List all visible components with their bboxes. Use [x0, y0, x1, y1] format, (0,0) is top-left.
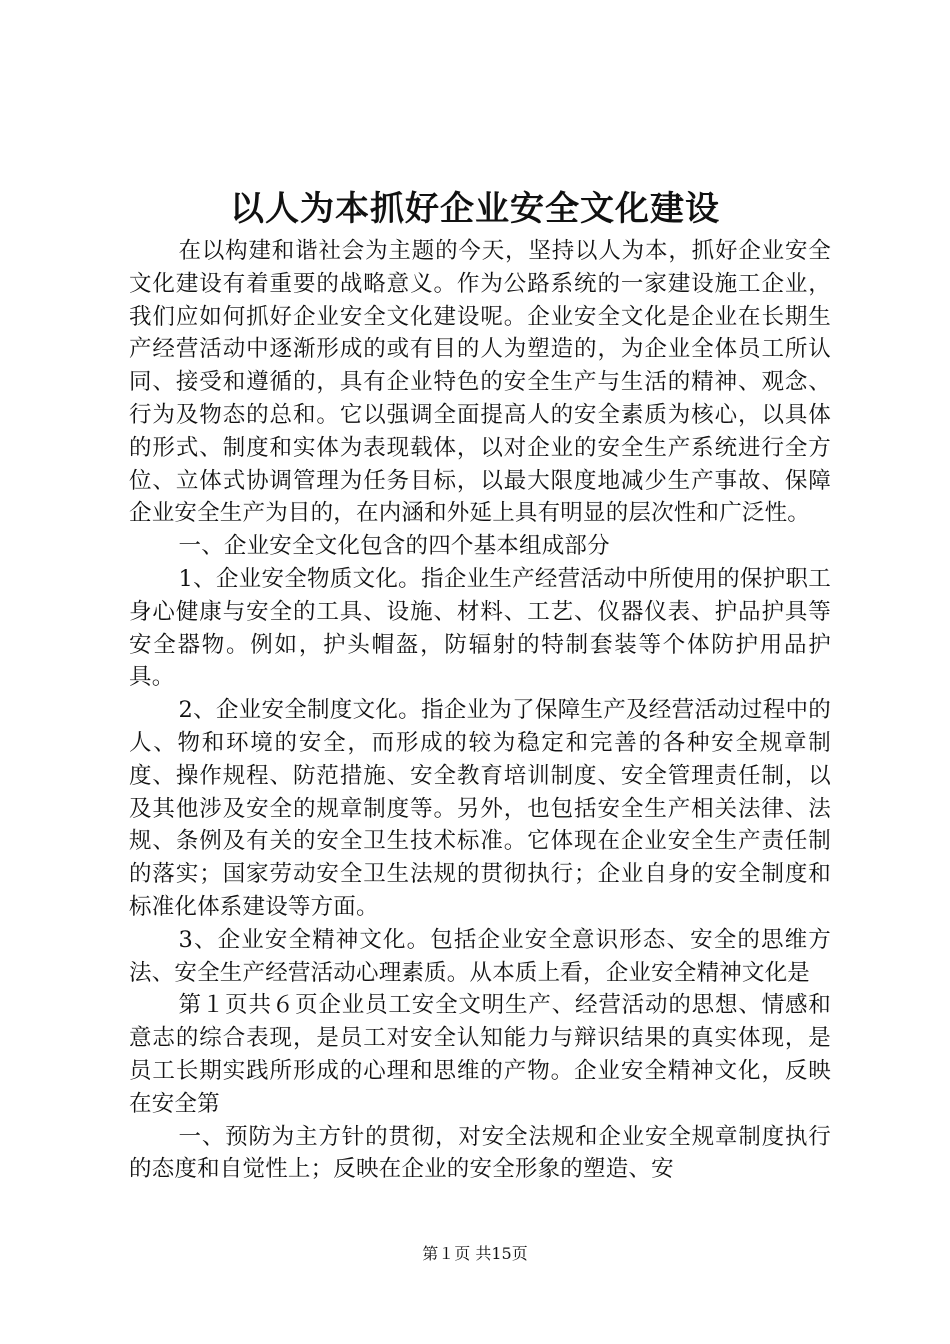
paragraph-system-culture: 2、企业安全制度文化。指企业为了保障生产及经营活动过程中的人、物和环境的安全，而形成的较为稳定和完善的各种安全规章制度、操作规程、防范措施、安全教育培训制度、安全管理责任制，以及其他涉及安全的规章制度等。另外，也包括安全生产相关法律、法规、条例及有关的安全卫生技术标准。它体现在企业安全生产责任制的落实；国家劳动安全卫生法规的贯彻执行；企业自身的安全制度和标准化体系建设等方面。: [129, 697, 831, 920]
section-heading-components: 一、企业安全文化包含的四个基本组成部分: [178, 533, 610, 560]
paragraph-intro: 在以构建和谐社会为主题的今天，坚持以人为本，抓好企业安全文化建设有着重要的战略意义。作为公路系统的一家建设施工企业，我们应如何抓好企业安全文化建设呢。企业安全文化是企业在长期生产经营活动中逐渐形成的或有目的人为塑造的，为企业全体员工所认同、接受和遵循的，具有企业特色的安全生产与生活的精神、观念、行为及物态的总和。它以强调全面提高人的安全素质为核心，以具体的形式、制度和实体为表现载体，以对企业的安全生产系统进行全方位、立体式协调管理为任务目标，以最大限度地减少生产事故、保障企业安全生产为目的，在内涵和外延上具有明显的层次性和广泛性。: [129, 238, 831, 527]
paragraph-spirit-culture-continued: 第１页共６页企业员工安全文明生产、经营活动的思想、情感和意志的综合表现，是员工对安全认知能力与辩识结果的真实体现，是员工长期实践所形成的心理和思维的产物。企业安全精神文化，反映在安全第: [129, 992, 831, 1117]
document-title: 以人为本抓好企业安全文化建设: [230, 189, 720, 229]
paragraph-material-culture: 1、企业安全物质文化。指企业生产经营活动中所使用的保护职工身心健康与安全的工具、设施、材料、工艺、仪器仪表、护品护具等安全器物。例如，护头帽盔，防辐射的特制套装等个体防护用品护具。: [129, 565, 831, 691]
document-body: [129, 235, 831, 1186]
page-footer: 第１页 共15页: [422, 1244, 528, 1263]
paragraph-spirit-culture: 3、企业安全精神文化。包括企业安全意识形态、安全的思维方法、安全生产经营活动心理素质。从本质上看，企业安全精神文化是: [129, 926, 831, 986]
paragraph-prevention-policy: 一、预防为主方针的贯彻，对安全法规和企业安全规章制度执行的态度和自觉性上；反映在企业的安全形象的塑造、安: [129, 1123, 831, 1183]
